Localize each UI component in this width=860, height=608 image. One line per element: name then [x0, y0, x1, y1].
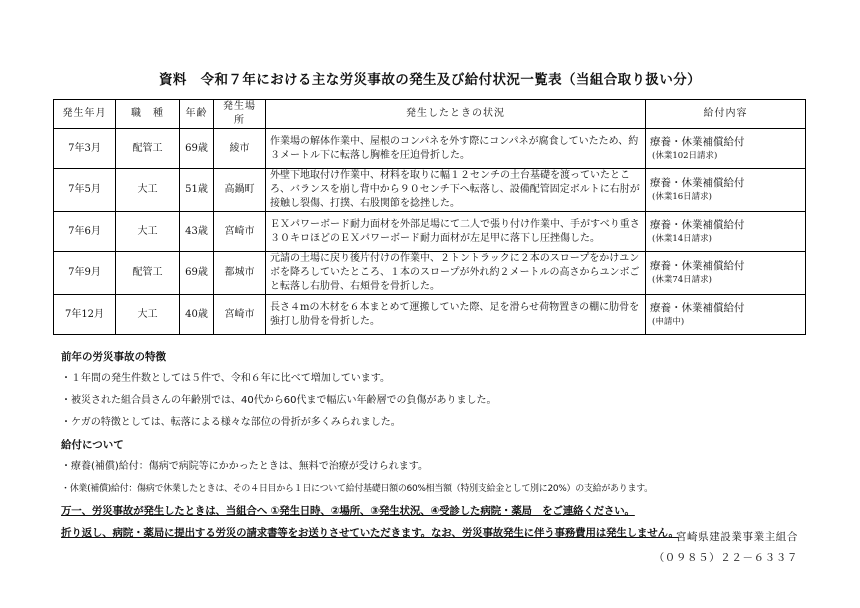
cell-age: 69歳	[180, 252, 214, 295]
accident-table	[53, 99, 806, 335]
header-benefit: 給付内容	[646, 100, 806, 129]
cell-job: 配管工	[116, 252, 180, 295]
table-row	[54, 169, 806, 212]
benefit-note: (休業102日請求)	[652, 150, 718, 161]
table-row	[54, 295, 806, 335]
benefits-heading: 給付について	[61, 439, 124, 451]
header-age: 年齢	[180, 100, 214, 129]
cell-job: 大工	[116, 169, 180, 212]
header-situation: 発生したときの状況	[266, 100, 646, 129]
cell-date: 7年9月	[54, 252, 116, 295]
benefit-type: 療養・休業補償給付	[650, 301, 745, 314]
table-header-row	[54, 100, 806, 129]
cell-situation: 外壁下地取付け作業中、材料を取りに幅１２センチの土台基礎を渡っていたところ、バランスを崩し背中から９０センチ下へ転落し、設備配管固定ボルトに右肘が接触し裂傷、打撲、右股関節を捻挫した。	[266, 169, 646, 212]
cell-benefit	[646, 129, 806, 169]
cell-situation: 元請の土場に戻り後片付けの作業中、２トントラックに２本のスロープをかけユンボを降ろしていたところ、１本のスロープが外れ約２メートルの高さからユンボごと転落し右肋骨、右頬骨を骨折した。	[266, 252, 646, 295]
header-job: 職 種	[116, 100, 180, 129]
cell-place: 綾市	[214, 129, 266, 169]
cell-place: 宮崎市	[214, 212, 266, 252]
cell-place: 高鍋町	[214, 169, 266, 212]
cell-date: 7年6月	[54, 212, 116, 252]
cell-age: 43歳	[180, 212, 214, 252]
table-row	[54, 129, 806, 169]
benefit-note: (休業16日請求)	[652, 192, 712, 202]
benefit-note: (申請中)	[652, 316, 685, 327]
benefit-type: 療養・休業補償給付	[650, 135, 745, 148]
benefit-type: 療養・休業補償給付	[650, 260, 745, 272]
benefit-type: 療養・休業補償給付	[650, 218, 745, 231]
cell-benefit	[646, 295, 806, 335]
cell-place: 都城市	[214, 252, 266, 295]
feature-item: ・１年間の発生件数としては５件で、令和６年に比べて増加しています。	[61, 373, 390, 384]
cell-benefit	[646, 212, 806, 252]
cell-age: 69歳	[180, 129, 214, 169]
header-date: 発生年月	[54, 100, 116, 129]
cell-job: 配管工	[116, 129, 180, 169]
organization-name: 宮崎県建設業事業主組合	[675, 531, 798, 543]
notes-section	[61, 346, 821, 544]
contact-notice: 万一、労災事故が発生したときは、当組合へ ①発生日時、②場所、③発生状況、④受診した病院・薬局 をご連絡ください。	[61, 505, 635, 517]
cell-date: 7年5月	[54, 169, 116, 212]
benefit-item: ・療養(補償)給付：傷病で病院等にかかったときは、無料で治療が受けられます。	[61, 461, 429, 472]
organization-block	[654, 527, 798, 569]
table-row	[54, 252, 806, 295]
followup-notice: 折り返し、病院・薬局に提出する労災の請求書等をお送りさせていただきます。なお、労災事故発生に伴う事務費用は発生しません。	[61, 527, 679, 539]
document-title: 資料 令和７年における主な労災事故の発生及び給付状況一覧表（当組合取り扱い分）	[158, 72, 702, 88]
benefit-note: (休業74日請求)	[652, 275, 712, 285]
cell-date: 7年12月	[54, 295, 116, 335]
cell-date: 7年3月	[54, 129, 116, 169]
feature-item: ・被災された組合員さんの年齢別では、40代から60代まで幅広い年齢層での負傷がありました。	[61, 395, 497, 406]
cell-situation: ＥＸパワーボード耐力面材を外部足場にて二人で張り付け作業中、手がすべり重さ３０キロほどのＥＸパワーボード耐力面材が左足甲に落下し圧挫傷した。	[266, 212, 646, 252]
cell-job: 大工	[116, 212, 180, 252]
cell-benefit	[646, 252, 806, 295]
features-heading: 前年の労災事故の特徴	[61, 351, 166, 363]
header-place: 発生場所	[214, 100, 266, 129]
benefit-type: 療養・休業補償給付	[650, 177, 745, 189]
cell-job: 大工	[116, 295, 180, 335]
cell-situation: 作業場の解体作業中、屋根のコンパネを外す際にコンパネが腐食していたため、約３メートル下に転落し胸椎を圧迫骨折した。	[266, 129, 646, 169]
feature-item: ・ケガの特徴としては、転落による様々な部位の骨折が多くみられました。	[61, 417, 401, 428]
benefit-note: (休業14日請求)	[652, 233, 712, 244]
cell-benefit	[646, 169, 806, 212]
table-row	[54, 212, 806, 252]
organization-phone: （０９８５）２２－６３３７	[653, 552, 798, 564]
cell-age: 40歳	[180, 295, 214, 335]
cell-place: 宮崎市	[214, 295, 266, 335]
cell-situation: 長さ４mの木材を６本まとめて運搬していた際、足を滑らせ荷物置きの棚に肋骨を強打し肋骨を骨折した。	[266, 295, 646, 335]
benefit-item: ・休業(補償)給付：傷病で休業したときは、その４日目から１日について給付基礎日額の60%相当額（特別支給金として別に20%）の支給があります。	[61, 484, 653, 494]
cell-age: 51歳	[180, 169, 214, 212]
